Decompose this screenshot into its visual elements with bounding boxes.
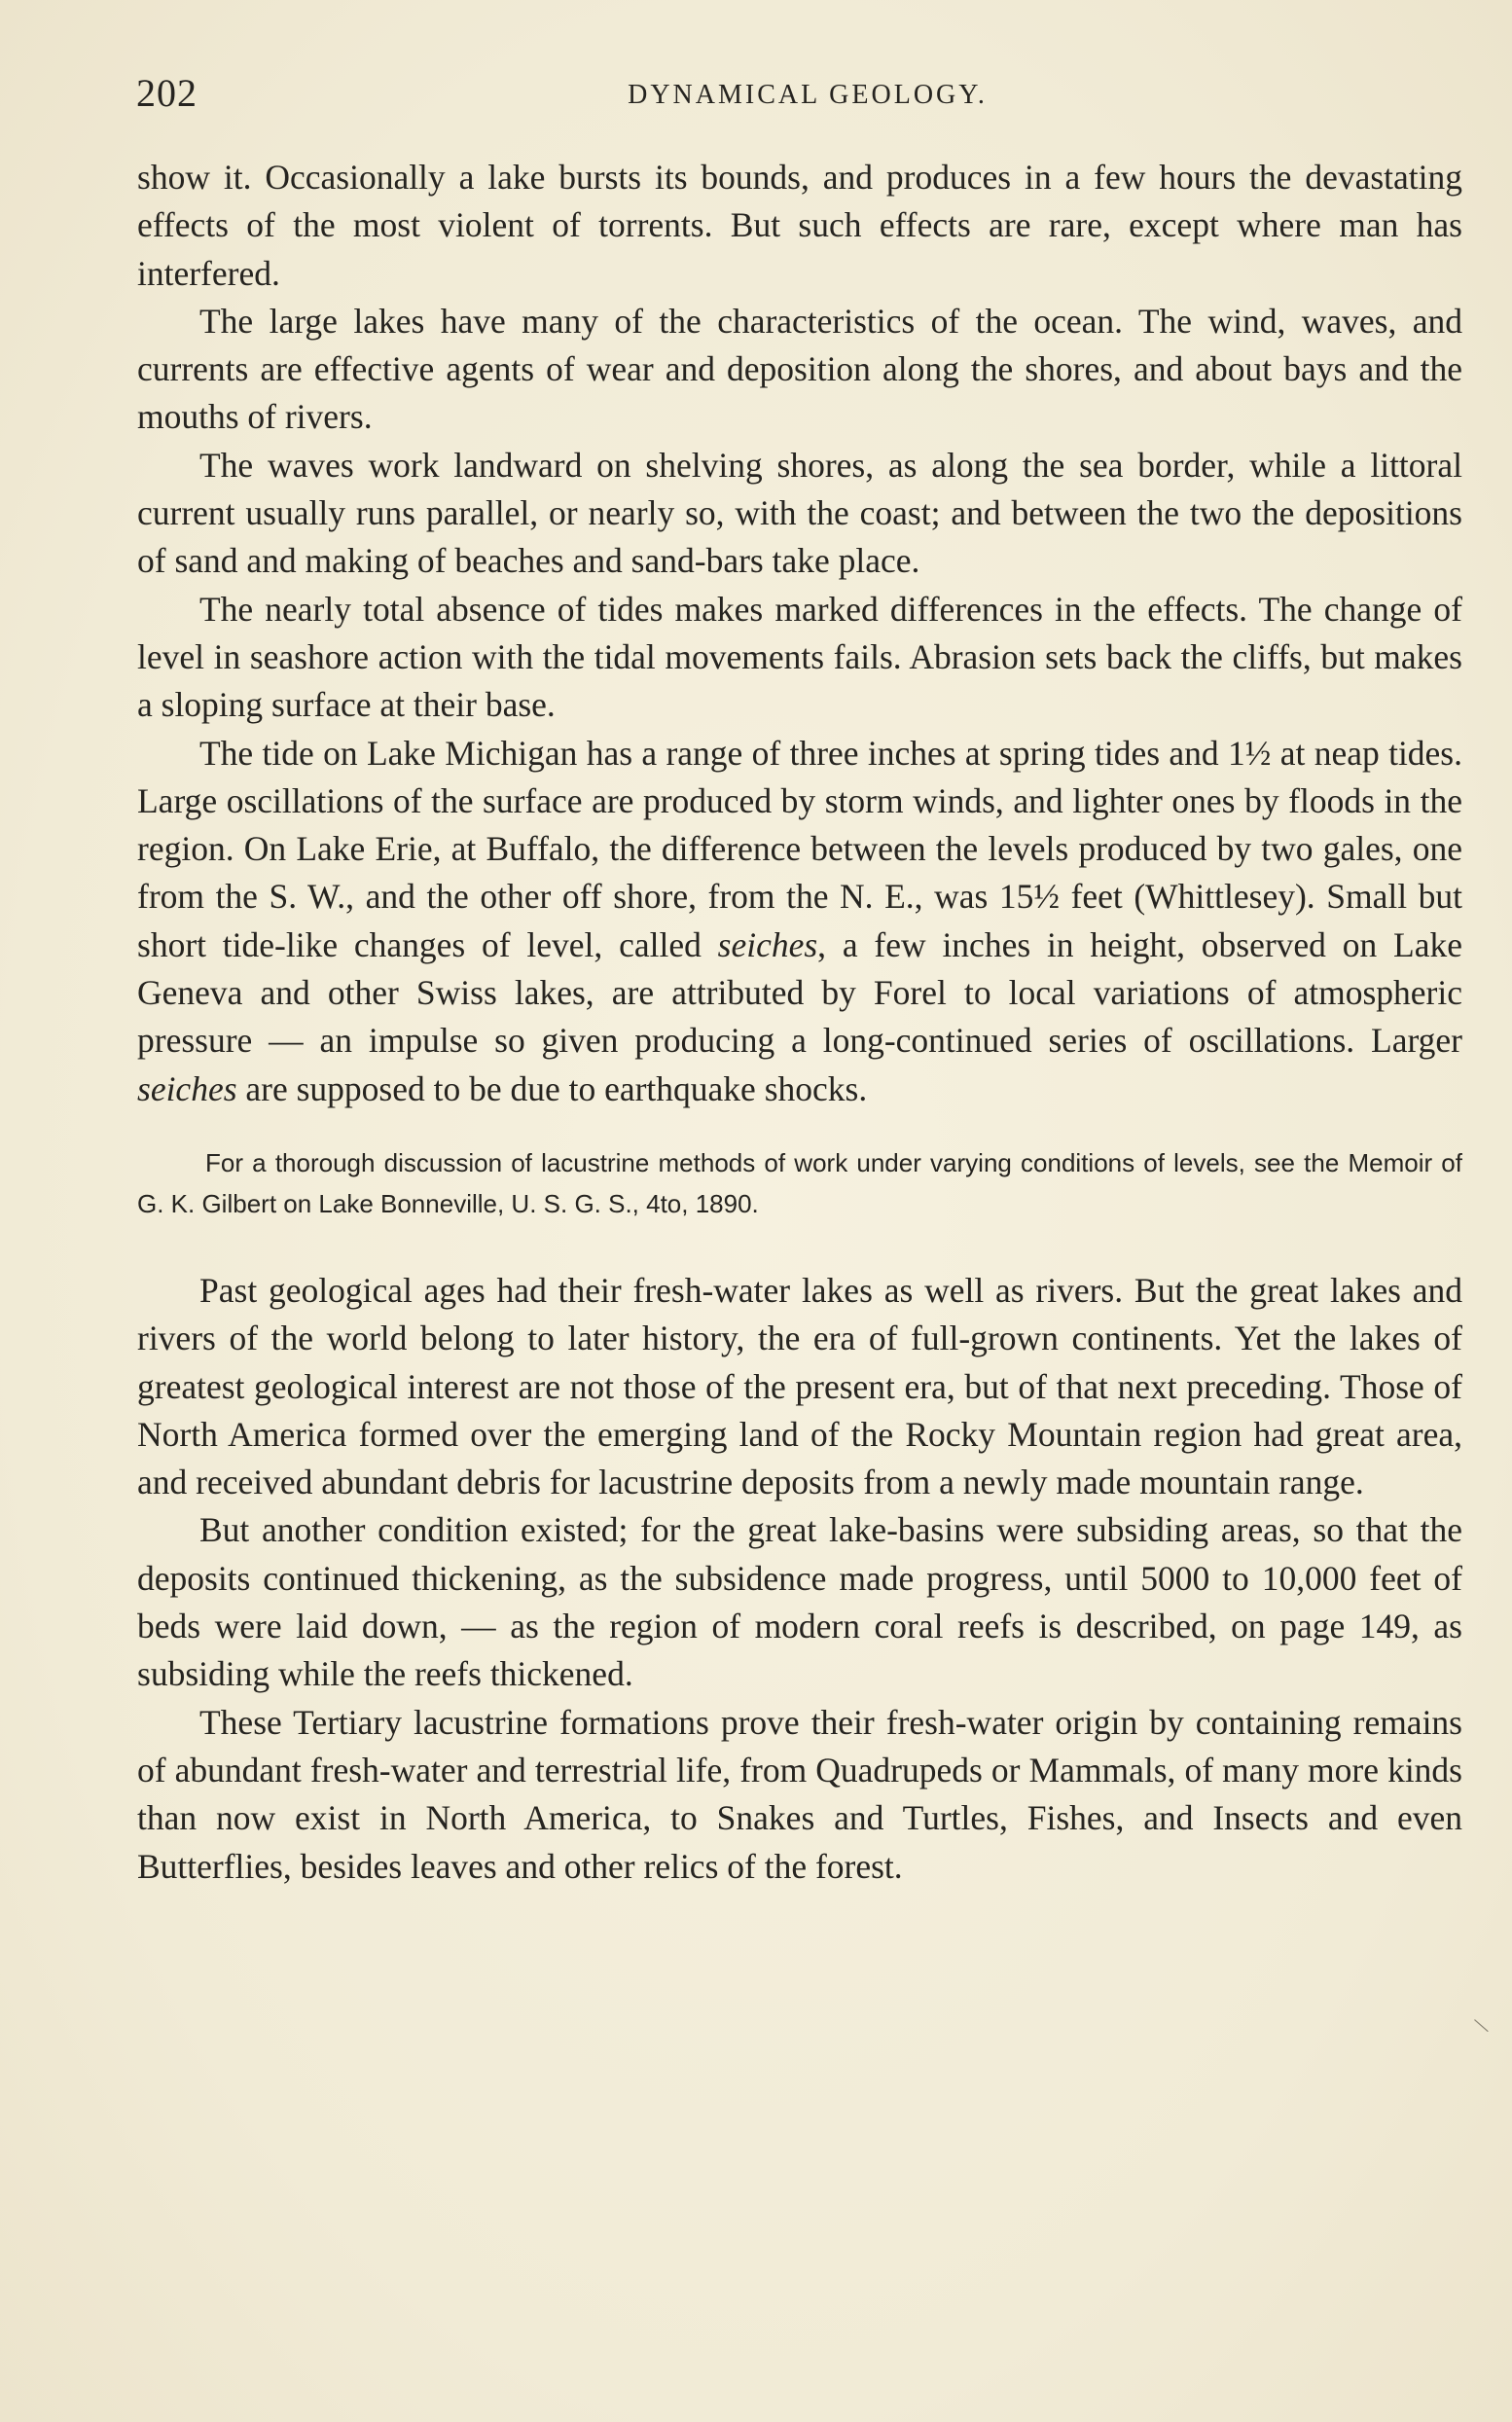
running-head: DYNAMICAL GEOLOGY. xyxy=(628,80,988,110)
paragraph-waves: The waves work landward on shelving shores, as along the sea border, while a littoral current usually runs parallel, or nearly so, with the coast; and between the two the depositions of sand and making of beaches and sand-bars take place. xyxy=(137,445,1462,581)
tide-text-end: are supposed to be due to earthquake shocks. xyxy=(236,1068,868,1108)
page-body xyxy=(137,154,1462,1891)
paragraph-continuation: show it. Occasionally a lake bursts its bounds, and produces in a few hours the devastating effects of the most violent of torrents. But such effects are rare, except where man has interfered. xyxy=(137,158,1462,293)
tide-text-middle: , a few inches in height, observed on Lake Geneva and other Swiss lakes, are attributed by Forel to local variations of atmospheric pressure — an impulse so given producing a long-continued series of oscillations. Larger xyxy=(137,924,1462,1061)
page-number: 202 xyxy=(136,71,198,115)
seiches-term: seiches xyxy=(717,924,818,964)
reference-note: For a thorough discussion of lacustrine methods of work under varying conditions of levels, see the Memoir of G. K. Gilbert on Lake Bonneville, U. S. G. S., 4to, 1890. xyxy=(137,1147,1462,1218)
seiches-term: seiches xyxy=(137,1068,237,1108)
margin-mark: \ xyxy=(1470,2011,1492,2040)
tide-text-start: The tide on Lake Michigan has a range of three inches at spring tides and 1½ at neap tides. Large oscillations of the surface are produced by storm winds, and lighter ones by floods in the region. On Lake Erie, at Buffalo, the difference between the levels produced by two gales, one from the S. W., and the other off shore, from the N. E., was 15½ feet (Whittlesey). Small but short tide-like changes of level, called xyxy=(137,733,1462,964)
paragraph-lake-michigan-tide xyxy=(137,730,1462,1113)
paragraph-large-lakes: The large lakes have many of the characteristics of the ocean. The wind, waves, and currents are effective agents of wear and deposition along the shores, and about bays and the mouths of rivers. xyxy=(137,301,1462,437)
paragraph-tides-absence: The nearly total absence of tides makes marked differences in the effects. The change of level in seashore action with the tidal movements fails. Abrasion sets back the cliffs, but makes a sloping surface at their base. xyxy=(137,589,1462,725)
paragraph-subsidence: But another condition existed; for the great lake-basins were subsiding areas, so that the deposits continued thickening, as the subsidence made progress, until 5000 to 10,000 feet of beds were laid down, — as the region of modern coral reefs is described, on page 149, as subsiding while the reefs thickened. xyxy=(137,1510,1462,1694)
page-header xyxy=(136,70,1479,128)
paragraph-past-lakes: Past geological ages had their fresh-water lakes as well as rivers. But the great lakes and rivers of the world belong to later history, the era of full-grown continents. Yet the lakes of greatest geological interest are not those of the present era, but of that next preceding. Those of North America formed over the emerging land of the Rocky Mountain region had great area, and received abundant debris for lacustrine deposits from a newly made mountain range. xyxy=(137,1270,1462,1502)
paragraph-tertiary-formations: These Tertiary lacustrine formations prove their fresh-water origin by containing remains of abundant fresh-water and terrestrial life, from Quadrupeds or Mammals, of many more kinds than now exist in North America, to Snakes and Turtles, Fishes, and Insects and even Butterflies, besides leaves and other relics of the forest. xyxy=(137,1702,1462,1886)
